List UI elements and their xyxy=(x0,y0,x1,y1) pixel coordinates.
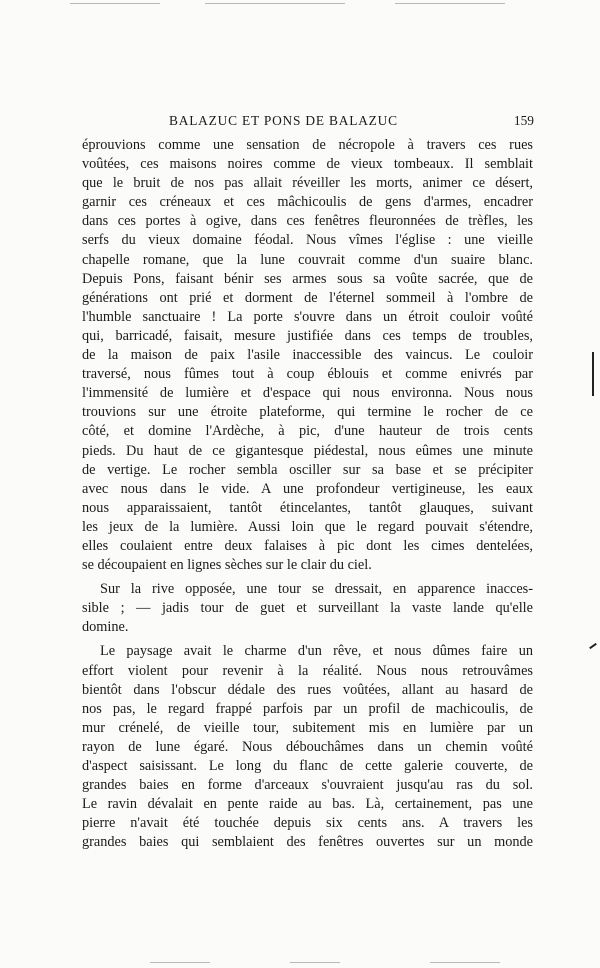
text-line: trouvions sur une étroite plateforme, qui termine le rocher de ce xyxy=(82,404,533,421)
text-line: sible ; — jadis tour de guet et surveillant la vaste lande qu'elle xyxy=(82,600,533,617)
text-line: les jeux de la lumière. Aussi loin que le regard pouvait s'étendre, xyxy=(82,518,533,535)
text-line: Sur la rive opposée, une tour se dressait, en apparence inacces- xyxy=(100,581,533,598)
top-edge-rule xyxy=(70,3,160,4)
text-line: rayon de lune égaré. Nous débouchâmes dans un chemin voûté xyxy=(82,738,533,755)
text-line: nos pas, le regard frappé parfois par un profil de machicoulis, de xyxy=(82,700,533,717)
text-line: générations ont prié et dorment de l'éternel sommeil à l'ombre de xyxy=(82,289,533,306)
text-line: l'humble sanctuaire ! La porte s'ouvre dans un étroit couloir voûté xyxy=(82,308,533,325)
text-line: que le bruit de nos pas allait réveiller les morts, animer ce désert, xyxy=(82,175,533,192)
text-line: d'aspect saisissant. Le long du flanc de cette galerie couverte, de xyxy=(82,758,533,774)
text-line: effort violent pour revenir à la réalité. Nous nous retrouvâmes xyxy=(82,662,533,679)
text-line: domine. xyxy=(82,619,129,636)
text-line: nous apparaissaient, tantôt étincelantes, tantôt glauques, suivant xyxy=(82,499,533,516)
margin-mark xyxy=(589,643,597,649)
top-edge-rule xyxy=(395,3,505,4)
bottom-edge-rule xyxy=(150,962,210,963)
paragraph xyxy=(82,642,533,852)
text-line: de vertige. Le rocher sembla osciller sur sa base et se précipiter xyxy=(82,461,533,478)
text-line: bientôt dans l'obscur dédale des rues voûtées, allant au hasard de xyxy=(82,681,533,698)
text-line: de la maison de paix l'asile inaccessible des vaincus. Le couloir xyxy=(82,347,533,364)
page-number: 159 xyxy=(513,113,534,128)
text-line: garnir ces créneaux et ces mâchicoulis de gens d'armes, encadrer xyxy=(82,194,533,211)
text-line: pierre n'avait été touchée depuis six cents ans. A travers les xyxy=(82,815,533,832)
top-edge-rule xyxy=(205,3,345,4)
text-line: avec nous dans le vide. A une profondeur vertigineuse, les eaux xyxy=(82,480,533,497)
bottom-edge-rule xyxy=(290,962,340,963)
text-line: serfs du vieux domaine féodal. Nous vîmes l'église : une vieille xyxy=(82,232,533,249)
running-head: BALAZUC ET PONS DE BALAZUC xyxy=(169,113,398,128)
text-line: Le ravin dévalait en pente raide au bas. Là, certainement, pas une xyxy=(82,796,533,813)
text-line: mur crénelé, de vieille tour, subitement mis en lumière par un xyxy=(82,719,533,736)
bottom-edge-rule xyxy=(430,962,500,963)
text-line: voûtées, ces maisons noires comme de vieux tombeaux. Il semblait xyxy=(82,156,533,173)
text-line: se découpaient en lignes sèches sur le clair du ciel. xyxy=(82,557,372,574)
page-header xyxy=(74,113,534,133)
text-line: dans ces portes à ogive, dans ces fenêtres fleuronnées de trèfles, les xyxy=(82,213,533,230)
text-line: pieds. Du haut de ce gigantesque piédestal, nous eûmes une minute xyxy=(82,442,533,459)
text-line: l'immensité de lumière et d'espace qui nous environna. Nous nous xyxy=(82,385,533,402)
paragraph xyxy=(82,136,533,575)
text-line: Le paysage avait le charme d'un rêve, et nous dûmes faire un xyxy=(100,643,533,660)
text-line: elles coulaient entre deux falaises à pic dont les cimes dentelées, xyxy=(82,537,533,554)
paragraph xyxy=(82,580,533,637)
text-line: traversé, nous fûmes tout à coup éblouis et comme enivrés par xyxy=(82,366,533,383)
text-line: éprouvions comme une sensation de nécropole à travers ces rues xyxy=(82,137,533,153)
margin-mark xyxy=(592,352,594,396)
text-line: grandes baies en forme d'arceaux s'ouvraient jusqu'au ras du sol. xyxy=(82,777,533,794)
text-line: côté, et domine l'Ardèche, à pic, d'une hauteur de trois cents xyxy=(82,423,533,440)
text-line: grandes baies qui semblaient des fenêtres ouvertes sur un monde xyxy=(82,834,533,851)
text-line: Depuis Pons, faisant bénir ses armes sous sa voûte sacrée, que de xyxy=(82,270,533,287)
text-line: qui, barricadé, faisait, mesure justifiée dans ces temps de troubles, xyxy=(82,327,533,344)
text-line: chapelle romane, que la lune couvrait comme d'un suaire blanc. xyxy=(82,251,533,268)
body-text xyxy=(82,136,533,852)
